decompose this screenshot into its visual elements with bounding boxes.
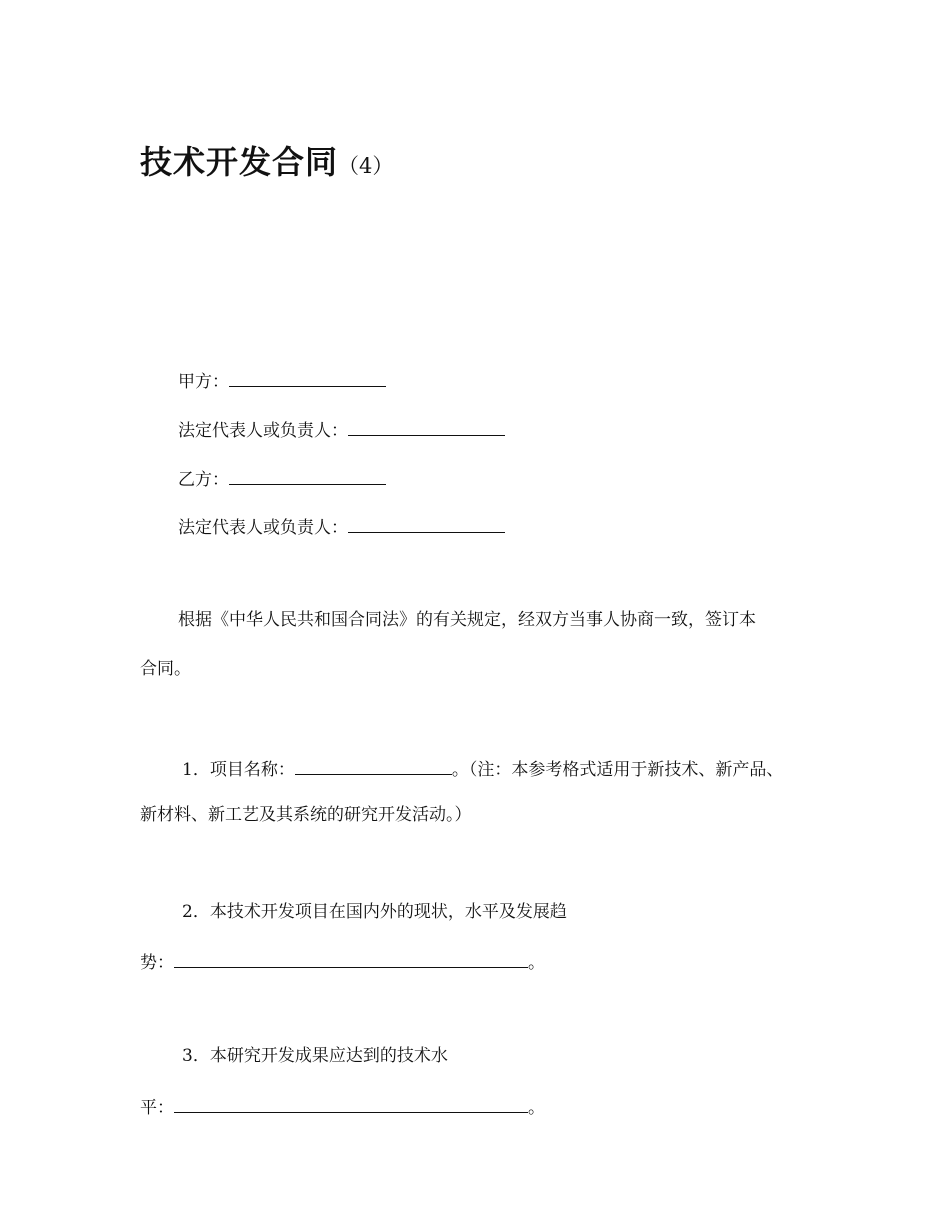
party-b-rep-blank bbox=[348, 512, 505, 533]
clause-2-line-1: 2．本技术开发项目在国内外的现状，水平及发展趋 bbox=[182, 902, 567, 922]
clause-1-line-1 bbox=[182, 754, 783, 783]
party-b-line bbox=[178, 464, 386, 493]
clause-3-line-2 bbox=[140, 1092, 545, 1121]
title-main: 技术开发合同 bbox=[140, 143, 339, 181]
tech-level-blank bbox=[174, 1092, 528, 1113]
status-trend-blank bbox=[174, 947, 528, 968]
clause-2-end: 。 bbox=[528, 953, 545, 973]
clause-1-note: 。（注：本参考格式适用于新技术、新产品、 bbox=[451, 760, 784, 780]
clause-1-line-2: 新材料、新工艺及其系统的研究开发活动。） bbox=[140, 805, 472, 825]
party-b-blank bbox=[229, 464, 386, 485]
party-a-rep-blank bbox=[348, 415, 505, 436]
party-a-rep-label: 法定代表人或负责人： bbox=[178, 421, 348, 441]
party-a-blank bbox=[229, 366, 386, 387]
party-a-line bbox=[178, 366, 386, 395]
party-a-rep-line bbox=[178, 415, 505, 444]
clause-3-line-1: 3．本研究开发成果应达到的技术水 bbox=[182, 1046, 448, 1066]
clause-2-label: 势： bbox=[140, 953, 174, 973]
document-title bbox=[140, 140, 393, 188]
party-b-label: 乙方： bbox=[178, 470, 229, 490]
clause-2-line-2 bbox=[140, 947, 545, 976]
clause-1-label: 1．项目名称： bbox=[182, 760, 295, 780]
clause-3-end: 。 bbox=[528, 1098, 545, 1118]
preamble-line-2: 合同。 bbox=[140, 659, 191, 679]
preamble-line-1: 根据《中华人民共和国合同法》的有关规定，经双方当事人协商一致，签订本 bbox=[178, 610, 756, 630]
title-suffix: （4） bbox=[338, 154, 394, 178]
party-b-rep-label: 法定代表人或负责人： bbox=[178, 518, 348, 538]
project-name-blank bbox=[295, 754, 452, 775]
party-a-label: 甲方： bbox=[178, 372, 229, 392]
clause-3-label: 平： bbox=[140, 1098, 174, 1118]
party-b-rep-line bbox=[178, 512, 505, 541]
